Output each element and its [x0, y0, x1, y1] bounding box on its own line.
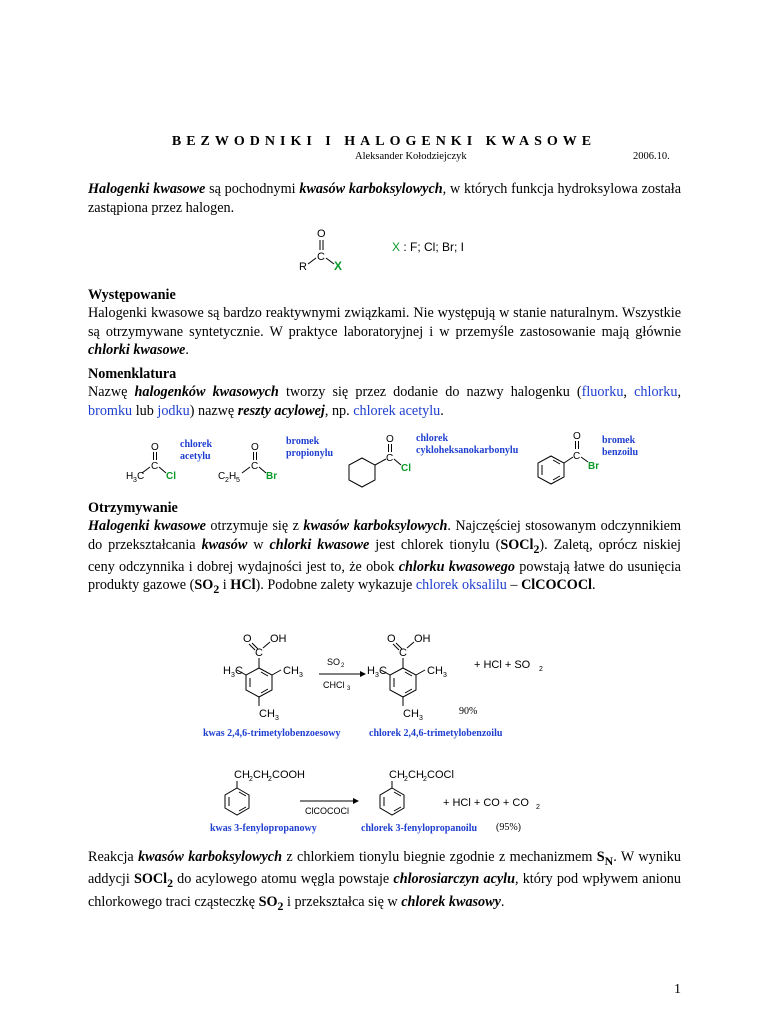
atom-h: H	[411, 708, 419, 720]
term: Halogenki kwasowe	[88, 181, 206, 197]
text: Nazwę	[88, 384, 135, 400]
label-chlorek-trimetylobenzoilu: chlorek 2,4,6-trimetylobenzoilu	[369, 728, 503, 739]
text: jest chlorek tionylu (	[369, 536, 501, 553]
yield-95: (95%)	[496, 822, 521, 833]
atom-c: C	[379, 665, 387, 677]
atom-c: C	[255, 647, 263, 659]
atom-oh: OH	[270, 633, 287, 645]
atom-c: C	[386, 453, 394, 464]
legend-x: X	[392, 240, 401, 254]
atom-cl: Cl	[401, 463, 411, 474]
link-chlorek-oksalilu: chlorek oksalilu	[415, 577, 507, 594]
atom-o: O	[317, 228, 326, 240]
reagent-chcl: CHCl	[323, 680, 345, 690]
label-chlorek-cykloheksanokarbonylu: chlorek cykloheksanokarbonylu	[416, 433, 519, 456]
svg-text:2: 2	[268, 776, 272, 783]
subscript: 3	[375, 672, 379, 679]
subscript: 3	[419, 715, 423, 722]
atom-h: H	[223, 665, 231, 677]
subscript: 2	[341, 663, 345, 669]
svg-text:CH: CH	[408, 769, 424, 781]
link-chlorku: chlorku	[634, 384, 678, 400]
link-fluorku: fluorku	[581, 384, 624, 400]
subscript: 2	[539, 666, 543, 673]
subscript: 2	[167, 876, 173, 891]
halogen-legend	[392, 240, 464, 254]
svg-text:CH: CH	[253, 769, 269, 781]
text: . W wyniku addycji	[88, 849, 681, 888]
formula-socl: SOCl	[500, 536, 534, 553]
byproducts: + HCl + SO	[474, 659, 531, 671]
atom-o: O	[386, 434, 394, 445]
general-acyl-halide-structure	[290, 226, 360, 276]
term: kwasów karboksylowych	[138, 849, 282, 865]
reaction-arrow	[319, 657, 366, 692]
atom-oh: OH	[414, 633, 431, 645]
atom-c: C	[317, 251, 325, 263]
formula-sn: S	[596, 849, 605, 865]
term: chlorki kwasowe	[269, 536, 370, 553]
atom-h: H	[267, 708, 275, 720]
subscript: 2	[533, 541, 540, 556]
atom-c: C	[259, 708, 267, 720]
text: i	[219, 577, 231, 594]
subscript: 3	[275, 715, 279, 722]
label-kwas-trimetylobenzoesowy: kwas 2,4,6-trimetylobenzoesowy	[203, 728, 341, 739]
byproducts: + HCl + CO + CO	[443, 797, 529, 809]
term: reszty acylowej	[237, 402, 325, 419]
reactant-structure	[223, 633, 303, 722]
yield-90: 90%	[459, 706, 478, 717]
term: chlorek kwasowy	[401, 893, 501, 910]
product-structure	[367, 633, 447, 722]
atom-r: R	[299, 261, 307, 273]
text: lub	[132, 402, 158, 419]
page-number: 1	[674, 982, 681, 997]
formula-socl: SOCl	[133, 871, 168, 888]
reagent-clcococl: ClCOCOCl	[305, 806, 349, 816]
text: .	[592, 577, 596, 594]
label-kwas-fenylopropanowy: kwas 3-fenylopropanowy	[210, 823, 317, 834]
label-bromek-benzoilu: bromek benzoilu	[602, 435, 639, 458]
link-jodku: jodku	[157, 402, 190, 419]
text: , który pod wpływem anionu chlorkowego traci cząsteczkę	[88, 871, 681, 910]
text: i przekształca się w	[283, 893, 402, 910]
text: Reakcja	[88, 849, 139, 865]
text: ). Zaletą, oprócz niskiej ceny odczynnika i dobrej wydajności jest to, że obok	[88, 536, 681, 575]
example-chlorek-acetylu: chlorek acetylu	[353, 402, 441, 419]
chain-ch: CH	[234, 769, 250, 781]
atom-h: H	[291, 665, 299, 677]
text: ). Podobne zalety wykazuje	[255, 577, 416, 594]
svg-text:2: 2	[423, 776, 427, 783]
term: chlorku kwasowego	[398, 558, 515, 575]
atom-c: C	[427, 665, 435, 677]
nomenklatura-paragraph	[88, 383, 681, 420]
text: do acylowego atomu węgla powstaje	[172, 871, 394, 888]
term: chlorki kwasowe	[88, 342, 186, 358]
text: powstają łatwe do usunięcia produkty gazowe (	[88, 558, 681, 594]
atom-h: H	[229, 471, 237, 482]
atom-o: O	[243, 633, 252, 645]
atom-c: C	[573, 451, 581, 462]
atom-c: C	[251, 461, 259, 472]
atom-br: Br	[588, 461, 600, 472]
term: kwasów karboksylowych	[299, 181, 443, 197]
atom-o: O	[151, 442, 159, 453]
label-chlorek-acetylu: chlorek acetylu	[180, 439, 213, 462]
atom-br: Br	[266, 471, 278, 482]
term: Halogenki kwasowe	[88, 518, 206, 534]
subscript: 3	[347, 686, 351, 692]
atom-c: C	[283, 665, 291, 677]
text: ,	[677, 384, 681, 400]
text: z chlorkiem tionylu biegnie zgodnie z mechanizmem	[281, 849, 597, 865]
subscript: 2	[536, 804, 540, 811]
heading-wystepowanie: Występowanie	[88, 287, 176, 303]
formula-hcl: HCl	[230, 577, 256, 594]
svg-text:2: 2	[249, 776, 253, 783]
date: 2006.10.	[633, 151, 670, 162]
text: .	[440, 402, 444, 419]
subscript: 2	[225, 477, 229, 484]
heading-otrzymywanie: Otrzymywanie	[88, 500, 178, 516]
chain-ch: CH	[389, 769, 405, 781]
reagent-so: SO	[327, 657, 341, 667]
term: halogenków kwasowych	[134, 384, 279, 400]
term: chlorosiarczyn acylu	[393, 871, 515, 888]
atom-h: H	[126, 471, 134, 482]
subscript: 2	[213, 582, 220, 597]
formula-so: SO	[258, 893, 278, 910]
formula-clcococl: ClCOCOCl	[521, 577, 592, 594]
text: tworzy się przez dodanie do nazwy halogenku (	[278, 384, 582, 400]
intro-paragraph	[88, 180, 681, 217]
benzoyl-bromide-structure	[538, 432, 599, 484]
reactant-structure	[225, 769, 305, 815]
text: ) nazwę	[189, 402, 238, 419]
reaction-phenylpropanoic-acid	[220, 762, 560, 824]
cyclohexanecarbonyl-chloride-structure	[349, 434, 411, 487]
text: –	[506, 577, 522, 594]
text: Halogenki kwasowe są bardzo reaktywnymi związkami. Nie występują w stanie naturalnym. Wszystkie są otrzymywane syntetycznie. W praktyce laboratoryjnej i w przemyśle zastosowanie mają głównie	[88, 305, 681, 340]
text: .	[500, 893, 505, 910]
subscript: 3	[299, 672, 303, 679]
formula-so: SO	[194, 577, 214, 594]
atom-o: O	[251, 442, 259, 453]
text: , np.	[324, 402, 354, 419]
atom-c: C	[235, 665, 243, 677]
subscript: 3	[443, 672, 447, 679]
atom-h: H	[435, 665, 443, 677]
otrzymywanie-paragraph	[88, 517, 681, 599]
atom-o: O	[573, 432, 581, 442]
term: kwasów	[201, 536, 248, 553]
atom-c: C	[218, 471, 226, 482]
text: są pochodnymi	[205, 181, 300, 197]
reaction-arrow	[300, 798, 359, 816]
text: ,	[623, 384, 635, 400]
subscript: N	[604, 853, 614, 868]
subscript: 3	[133, 477, 137, 484]
mechanism-paragraph	[88, 848, 681, 915]
atom-o: O	[387, 633, 396, 645]
subscript: 3	[231, 672, 235, 679]
atom-c: C	[403, 708, 411, 720]
reaction-trimethylbenzoic-acid	[215, 628, 565, 728]
wystepowanie-paragraph	[88, 304, 681, 360]
link-bromku: bromku	[88, 402, 133, 419]
svg-text:COOH: COOH	[272, 769, 305, 781]
author: Aleksander Kołodziejczyk	[355, 151, 467, 162]
svg-text:COCl: COCl	[427, 769, 454, 781]
document-title: BEZWODNIKI I HALOGENKI KWASOWE	[171, 134, 597, 149]
atom-x: X	[334, 259, 343, 273]
atom-cl: Cl	[166, 471, 176, 482]
text: , w których funkcja hydroksylowa została zastąpiona przez halogen.	[88, 181, 681, 216]
text: . Najczęściej stosowanym odczynnikiem do przekształcania	[88, 518, 681, 553]
text: w	[247, 536, 270, 553]
term: kwasów karboksylowych	[303, 518, 448, 534]
label-bromek-propionylu: bromek propionylu	[286, 436, 334, 459]
acetyl-chloride-structure	[126, 442, 176, 484]
text: .	[185, 342, 189, 358]
atom-c: C	[151, 461, 159, 472]
atom-h: H	[367, 665, 375, 677]
text: otrzymuje się z	[205, 518, 304, 534]
subscript: 5	[236, 477, 240, 484]
label-chlorek-fenylopropanoilu: chlorek 3-fenylopropanoilu	[361, 823, 478, 834]
atom-c: C	[399, 647, 407, 659]
heading-nomenklatura: Nomenklatura	[88, 366, 177, 382]
atom-c: C	[137, 471, 145, 482]
subscript: 2	[277, 898, 284, 913]
svg-text:2: 2	[404, 776, 408, 783]
legend-values: : F; Cl; Br; I	[400, 240, 465, 254]
